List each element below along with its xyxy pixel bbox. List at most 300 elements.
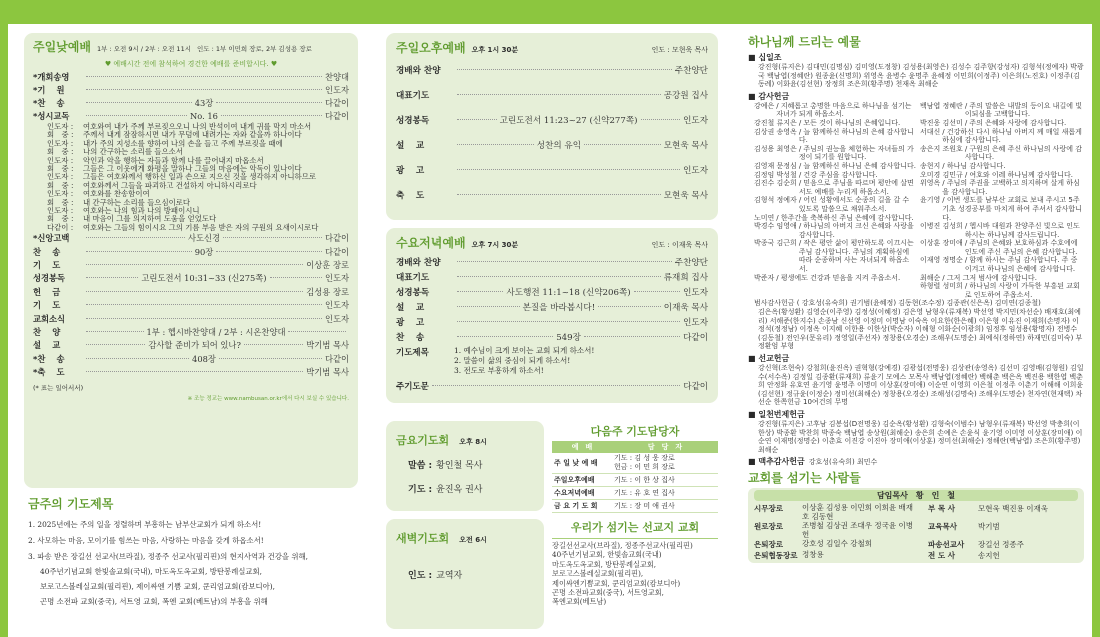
thousand-offering-heading: ■ 일천번제헌금 <box>748 409 805 419</box>
order-item-row <box>33 366 349 378</box>
afternoon-time: 오후 1시 30분 <box>471 46 519 54</box>
thanks-name: 백남엽 정혜란 <box>920 101 963 110</box>
order-item-leader: 다같이 <box>324 98 349 108</box>
friday-prayer-box <box>386 421 544 511</box>
sunday-footer <box>33 383 349 392</box>
next-week-service: 주 일 낮 예 배 <box>554 459 598 467</box>
afternoon-item-label: 경배와 찬양 <box>396 66 441 76</box>
staff-names: 정창용 <box>802 550 824 560</box>
order-item-leader: 다같이 <box>324 111 349 121</box>
left-column <box>24 33 358 609</box>
dawn-value: 교역자 <box>436 571 463 581</box>
thanks-name: 이상훈 장미애 <box>920 239 963 248</box>
website-notice: ※ 조능 정교는 www.nambusan.or.kr에서 다시 보실 수 있습니다. <box>187 396 349 403</box>
left-band <box>0 24 8 637</box>
thanks-name: 서대신 <box>920 127 941 136</box>
next-week-person-line: 기도 : 장 미 애 권사 <box>614 501 675 510</box>
friday-title: 금요기도회 <box>396 434 450 447</box>
order-item-leader: 찬양대 <box>324 72 349 82</box>
thanks-entry <box>754 119 916 128</box>
wednesday-item-leader: 인도자 <box>683 288 708 298</box>
leader-dots <box>86 115 187 116</box>
thanks-name: 윤기영 <box>920 196 941 205</box>
weekly-prayer-title: 금주의 기도제목 <box>28 497 114 511</box>
order-item-label: *축 도 <box>33 367 65 378</box>
leader-dots <box>86 358 189 359</box>
friday-key: 기도 : <box>408 485 433 495</box>
thanks-name: 김형석 정예자 <box>754 196 797 205</box>
order-items-bottom <box>33 232 349 378</box>
staff-role: 시무장로 <box>754 504 783 514</box>
leader-dots <box>86 318 322 319</box>
litany-speaker: 회 중 : <box>47 180 74 190</box>
thanks-entry <box>920 102 1082 119</box>
litany-text: 내가 주의 지성소를 향하여 나의 손을 들고 주께 부르짖을 때에 <box>83 138 283 148</box>
order-item-row <box>33 299 349 311</box>
order-item-row <box>33 259 349 271</box>
staff-names: 모현욱 백진용 이재욱 <box>978 504 1048 514</box>
leader-dots <box>457 194 661 195</box>
staff-row <box>754 521 1078 539</box>
leader-dots <box>457 321 680 322</box>
thanks-text: / 평생에도 건강과 믿음을 지켜 주옵소서. <box>776 273 901 282</box>
thanks-text: / 헵시바 대원과 찬양주신 빛으로 인도하시는 하나님께 감사드립니다. <box>964 222 1080 239</box>
litany-speaker: 인도자 : <box>47 189 74 199</box>
harvest-offering-heading: ■ 맥추감사헌금 <box>748 457 805 467</box>
staff-role: 원로장로 <box>754 522 783 532</box>
prayer-item: 1. 2025년에는 주의 일을 정렬하며 부흥하는 남부산교회가 되게 하소서! <box>28 520 262 529</box>
afternoon-item-label: 설 교 <box>396 141 425 151</box>
leader-dots <box>86 89 322 90</box>
thanks-entry <box>920 256 1082 273</box>
thanks-heading: ■ 감사헌금 <box>748 91 790 101</box>
thanks-text: / 작은 평안 삶이 평안하도록 이끄시는 주님 감사합니다. 주님의 계획하심에 따라 순종하며 사는 자녀되게 하옵소서. <box>798 239 914 274</box>
order-item-row <box>33 97 349 109</box>
friday-rows <box>396 458 534 495</box>
wednesday-item-label: 성경봉독 <box>396 288 430 298</box>
harvest-offering-list: 강호성(유숙희) 최민수 <box>808 458 878 467</box>
thanks-text: / 어린 성황에서도 순종의 길을 갈 수 있도록 말씀으로 채워주소서. <box>798 196 910 213</box>
leader-dots <box>288 331 346 332</box>
thanks-column-left <box>754 102 916 300</box>
next-week-person-line: 기도 : 유 호 연 집사 <box>614 488 675 497</box>
friday-row <box>408 482 534 495</box>
thanks-entry <box>754 171 916 180</box>
mission-line: 장길선선교사(브라질), 정종주선교사(필리핀) <box>552 541 693 550</box>
order-item-row <box>33 326 349 338</box>
afternoon-item-row <box>396 114 708 126</box>
thanks-name: 박진웅 김선미 <box>920 118 963 127</box>
staff-names: 강호성 김일수 강철희 <box>802 539 872 549</box>
dawn-rows <box>396 568 534 581</box>
leader-dots <box>86 344 145 345</box>
sunday-service-leaders: 인도 : 1부 이민희 장로, 2부 김성용 장로 <box>196 45 312 53</box>
next-week-service: 금 요 기 도 회 <box>554 502 598 510</box>
leader-dots <box>216 251 322 252</box>
next-week-row <box>552 500 718 513</box>
wednesday-prayer <box>396 346 708 376</box>
leader-dots <box>457 261 672 262</box>
litany-block <box>47 123 349 232</box>
prayer-item: 곤명 소전파 교회(중국), 서트영 교회, 폭엔 교회(베트남)의 부흥을 위해 <box>40 597 268 606</box>
sunday-service-header <box>33 38 349 55</box>
order-item-row <box>33 286 349 298</box>
order-item-leader: 다같이 <box>324 233 350 244</box>
weekly-prayer-list <box>28 517 358 609</box>
litany-text: 악인과 악을 행하는 자들과 함께 나를 끌어내지 마옵소서 <box>83 155 264 165</box>
leader-dots <box>86 371 303 372</box>
order-item-leader: 인도자 <box>324 300 349 311</box>
mission-line: 곤명 소전파교회(중국), 서트영교회, <box>552 588 664 598</box>
order-item-label: 기 도 <box>33 260 61 271</box>
order-item-row <box>33 232 349 244</box>
thanks-text: / 하나님의 아버지 크신 은혜와 사랑을 감사합니다. <box>798 222 914 239</box>
thanks-entry <box>754 179 916 196</box>
order-item-row <box>33 84 349 96</box>
leader-dots <box>457 291 503 292</box>
mission-offering-list: 강신혁(조현숙) 강철희(윤진옥) 권혁형(강예경) 김광섭(전명웅) 김상관(송영옥) 김선미 김영배(김형원) 김일수(서수옥) 김정일 김종환(류재희) 류윤기 모예스 모목사 백남엽(정혜란) 백해춘 백은옥 백진용 백한엽 백춘희 안정화 유호연 윤기영 윤명주 이명미 이상훈(장미애) 이순연 이영희 이은철 이정주 이춘기 이해해 이희윤(김선현) 정규윤(이정순) 정미선(최해순) 정창용(오경순) 조해성(김명숙) 조해우(도명순) 천자연(현재택) 차선순 한쪽헌금 10여건의 무명 <box>758 364 1084 407</box>
litany-text: 그들은 여호와께서 행하신 일과 손으로 지으신 것을 생각하지 아니하므로 <box>83 172 316 182</box>
next-week-person-line: 기도 : 이 한 상 집사 <box>614 475 675 484</box>
litany-speaker: 회 중 : <box>47 130 74 140</box>
prayer-item: 40주년기념교회 한빛솔교회(국내), 마도옥도옥교회, 방탄봉례실교회, <box>40 567 263 576</box>
wednesday-header <box>396 234 708 251</box>
staff-row <box>754 550 1078 561</box>
afternoon-item-row <box>396 189 708 201</box>
order-item-label: *개회송영 <box>33 72 70 82</box>
wednesday-item-label: 경배와 찬양 <box>396 258 441 268</box>
thanks-name: 박준자 <box>754 273 775 282</box>
next-week-row <box>552 487 718 500</box>
thanks-text: / 함께 하시는 주님 감사합니다. 주 중 이겨고 하나님의 은혜에 감사합니다. <box>964 256 1078 274</box>
offerings-title: 하나님께 드리는 예물 <box>748 35 861 49</box>
middle-column <box>386 33 718 607</box>
prep-notice: ♥ 예배시간 전에 참석하여 경건한 예배를 준비합시다. ♥ <box>104 60 278 68</box>
order-item-label: 헌 금 <box>33 286 61 297</box>
right-band <box>1092 24 1100 637</box>
thanks-entry <box>920 274 1082 283</box>
mission-offering-heading: ■ 선교헌금 <box>748 354 790 363</box>
right-column <box>748 33 1084 563</box>
leader-dots <box>584 336 680 337</box>
order-item-leader: 다같이 <box>324 246 349 257</box>
leader-dots <box>86 277 138 278</box>
thanks-entry <box>754 274 916 283</box>
thanks-text: / 건강 주심을 감사합니다. <box>798 170 878 179</box>
next-week-service: 수요저녁예배 <box>554 489 595 497</box>
wednesday-item-row <box>396 286 708 298</box>
order-item-label: 설 교 <box>33 340 61 351</box>
thanks-text: / 늘 함께하신 하나님의 은혜 감사합니다. <box>798 127 914 145</box>
thanks-entry <box>754 214 916 223</box>
staff-role: 은퇴협동장로 <box>754 551 798 561</box>
order-item-row <box>33 353 349 365</box>
litany-speaker: 회 중 : <box>47 197 74 207</box>
litany-speaker: 회 중 : <box>47 147 74 157</box>
afternoon-item-leader: 인도자 <box>683 116 709 126</box>
leader-dots <box>86 237 185 238</box>
thanks-entry <box>920 222 1082 239</box>
order-item-label: *성시교독 <box>33 111 70 121</box>
wednesday-item-row <box>396 331 708 343</box>
general-thanks-list: 김은옥(황성환) 김영순(이주영) 김정성(이혜정) 김은영 남형우(류재복) 박선영 박지민(차선순) 배재호(최예리) 서해준(한지수) 손종남 신선영 이정미 이명남 이숙옥 이요한(한은혜) 이은형 이유진 이재희(손명자) 이정석(정정남) 이정옥 이지혜 이한용 이한상(박순자) 이해형 이화순(이광희) 임정후 임성용(황명자) 전병수(김동철) 전인우(문유리) 정영일(주선자) 정창용(오경순) 조해우(도명순) 최예식(정하연) 하재민(김미숙) 부정환엄 부형 <box>758 308 1083 351</box>
thanks-name: 김진수 김순희 <box>754 179 797 188</box>
leader-dots <box>244 344 303 345</box>
wednesday-leader: 인도 : 이재욱 목사 <box>651 241 708 249</box>
leader-dots <box>86 264 303 265</box>
staff-box <box>748 488 1084 563</box>
order-item-content: No. 16 <box>190 111 218 121</box>
wednesday-item-leader: 류재희 집사 <box>663 273 708 283</box>
thanks-name: 박경수 임영애 <box>754 222 797 231</box>
litany-speaker: 인도자 : <box>47 155 74 165</box>
order-item-label: 성경봉독 <box>33 273 66 284</box>
order-item-leader: 인도자 <box>324 85 349 95</box>
leader-dots <box>86 291 303 292</box>
next-week-col-service: 예 배 <box>571 443 593 451</box>
wednesday-item-row <box>396 271 708 283</box>
order-item-label: 기 도 <box>33 300 61 311</box>
thanks-name: 김영재 문정심 <box>754 161 797 170</box>
thanks-text: / 한주간을 축복하신 주님 은혜에 감사합니다. <box>776 213 914 222</box>
mission-line: 보로고스볼레실교회(필리핀), <box>552 569 644 579</box>
next-week-person <box>612 487 718 500</box>
leader-dots <box>457 336 553 337</box>
staff-names: 조병철 김상권 조대우 정국윤 이병헌 <box>802 521 913 540</box>
afternoon-item-content: 고린도전서 11:23~27 (신약277쪽) <box>499 116 638 126</box>
afternoon-item-row <box>396 64 708 76</box>
prayer-item: 3. 파송 받은 장길선 선교사(브라질), 정종주 선교사(필리핀)의 현지사역과 건강을 위해, <box>28 552 309 561</box>
thanks-text: / 주님의 권능을 체험하는 자녀들의 가정이 되기를 원합니다. <box>798 144 914 162</box>
mission-title: 우리가 섬기는 선교지 교회 <box>570 521 700 534</box>
order-item-row <box>33 110 349 122</box>
order-item-row <box>33 71 349 83</box>
wednesday-service-box <box>386 228 718 403</box>
sunday-service-title: 주일낮예배 <box>33 40 91 54</box>
order-item-label: *찬 송 <box>33 353 65 364</box>
afternoon-service-box <box>386 33 718 220</box>
afternoon-order <box>396 64 708 201</box>
thanks-name: 강예은 <box>754 101 775 110</box>
mission-line: 40주년기념교회, 한빛솔교회(국내) <box>552 550 662 560</box>
thanks-entry <box>754 162 916 171</box>
thanks-grid <box>748 102 1084 300</box>
leader-dots <box>86 331 144 332</box>
staff-role: 교육목사 <box>928 522 957 532</box>
thanks-entry <box>920 196 1082 222</box>
thanks-entry <box>920 239 1082 256</box>
order-item-row <box>33 313 349 325</box>
thanks-text: / 주님의 주권을 고백하고 의지하며 살게 하심을 감사합니다. <box>942 179 1080 196</box>
order-item-content: 사도신경 <box>187 233 221 244</box>
sunday-service-box <box>24 33 358 488</box>
afternoon-item-row <box>396 164 708 176</box>
leader-dots <box>457 276 661 277</box>
order-item-content: 90장 <box>194 246 214 257</box>
thanks-name: 최해순 <box>920 273 941 282</box>
afternoon-item-leader: 주찬양단 <box>674 66 708 76</box>
leader-dots <box>219 358 322 359</box>
next-week-row <box>552 474 718 487</box>
leader-dots <box>86 76 322 77</box>
thanks-text: / 믿음으로 주님을 따르며 평안에 살면서도 예배를 누리게 하옵소서. <box>798 179 914 196</box>
staff-names: 박기범 <box>978 522 1000 532</box>
afternoon-title: 주일오후예배 <box>396 41 466 55</box>
thanks-name: 하형렬 성미희 <box>920 282 963 291</box>
litany-text: 여호와는 나의 힘과 나의 방패이시니 <box>83 206 200 216</box>
order-item-content: 43장 <box>194 98 214 108</box>
thanks-text: / 주의 은혜와 사랑에 감사합니다. <box>964 118 1067 127</box>
order-item-label: *신앙고백 <box>33 233 70 244</box>
order-item-label: *기 원 <box>33 85 65 95</box>
leader-dots <box>86 102 192 103</box>
thanks-name: 노미연 <box>754 213 775 222</box>
wednesday-item-leader: 주찬양단 <box>674 258 708 268</box>
thanks-entry <box>754 128 916 145</box>
staff-role: 은퇴장로 <box>754 540 783 550</box>
litany-speaker: 다같이 : <box>47 222 74 232</box>
thanks-text: / 구원의 은혜 주신 하나님의 사랑에 감사합니다. <box>964 144 1082 162</box>
leader-dots <box>457 94 661 95</box>
thanks-text: / 하나님의 사랑이 가득한 부흥된 교회로 인도하여 주옵소서. <box>964 282 1080 299</box>
thanks-entry <box>754 196 916 213</box>
next-week-service: 주일오후예배 <box>554 476 595 484</box>
friday-header <box>396 429 534 448</box>
friday-row <box>408 458 534 471</box>
order-item-leader: 이상훈 장로 <box>306 260 349 271</box>
order-item-label: 찬 양 <box>33 327 61 338</box>
wednesday-item-label: 설 교 <box>396 303 425 313</box>
litany-speaker: 인도자 : <box>47 206 74 216</box>
leader-dots <box>457 169 680 170</box>
tithe-heading: ■ 십일조 <box>748 53 782 62</box>
thanks-text: / 하나님 감사합니다. <box>942 161 1006 170</box>
leader-dots <box>223 237 322 238</box>
thanks-entry <box>920 145 1082 162</box>
prayer-item: 2. 사모하는 마음, 모이기를 힘쓰는 마음, 사랑하는 마음을 갖게 하옵소서! <box>28 536 264 545</box>
thanks-entry <box>920 119 1082 128</box>
litany-text: 여호와여 내가 주께 부르짖으오니 나의 반석이여 내게 귀를 막지 마소서 <box>83 122 312 131</box>
order-item-leader: 박기범 목사 <box>306 340 350 351</box>
mission-line: 제이싸엔기쁨교회, 쿤리엄교회(캄보디아) <box>552 578 681 588</box>
order-item-label: 찬 송 <box>33 246 61 257</box>
thanks-text: / 주의 말씀은 내발의 등이요 내길에 빛이되심을 고백합니다. <box>964 101 1082 119</box>
thanks-text: / 그저 그저 범사에 감사합니다. <box>942 273 1037 282</box>
friday-value: 황인철 목사 <box>436 461 483 471</box>
order-item-content: 고린도전서 10:31~33 (신275쪽) <box>141 273 267 284</box>
wednesday-item-row <box>396 256 708 268</box>
thanks-name: 송현지 <box>920 161 941 170</box>
order-item-label: 교회소식 <box>33 313 66 324</box>
friday-time: 오후 8시 <box>459 438 487 446</box>
thanks-name: 이재영 정명순 <box>920 256 963 265</box>
wednesday-prayer-item: 2. 말씀이 삶의 중심이 되게 하소서! <box>454 356 571 365</box>
thanks-text: / 모든 것이 하나님의 은혜입니다. <box>798 118 901 127</box>
staff-names: 송지헌 <box>978 551 1000 561</box>
litany-text: 내 마음이 그를 의지하여 도움을 얻었도다 <box>83 214 217 224</box>
dawn-title: 새벽기도회 <box>396 532 450 545</box>
staff-row <box>754 503 1078 521</box>
afternoon-item-label: 광 고 <box>396 166 425 176</box>
leader-dots <box>216 102 322 103</box>
litany-speaker: 인도자 : <box>47 172 74 182</box>
litany-text: 그들은 그 이웃에게 화평을 말하나 그들의 마음에는 악독이 있나이다 <box>83 164 302 174</box>
wednesday-item-content: 549장 <box>556 333 581 343</box>
next-week-person <box>612 500 718 513</box>
leader-dots <box>457 119 497 120</box>
weekly-prayer-section <box>24 495 358 609</box>
litany-text: 여호와를 찬송함이여 <box>83 189 150 199</box>
lords-prayer-row <box>396 380 708 392</box>
thanks-name: 이병진 김성희 <box>920 222 963 231</box>
leader-dots <box>641 119 681 120</box>
order-item-label: *찬 송 <box>33 98 65 108</box>
afternoon-item-label: 성경봉독 <box>396 116 430 126</box>
leader-dots <box>634 291 680 292</box>
thanks-name: 김상권 송영옥 <box>754 127 797 136</box>
thanks-entry <box>754 145 916 162</box>
litany-speaker: 회 중 : <box>47 214 74 224</box>
order-item-content: 감사할 준비가 되어 있나? <box>148 340 241 351</box>
next-week-person-line: 기도 : 김 성 웅 장로 <box>614 454 675 462</box>
wednesday-prayer-list <box>454 346 594 376</box>
thanks-name: 박종국 김근희 <box>754 239 797 248</box>
friday-value: 윤진옥 권사 <box>436 485 483 495</box>
wednesday-item-leader: 이재욱 목사 <box>663 303 709 313</box>
order-items-top <box>33 71 349 122</box>
thanks-name: 강진철 류지은 <box>754 118 797 127</box>
leader-dots <box>86 304 322 305</box>
next-week-title: 다음주 기도담당자 <box>590 425 680 438</box>
wednesday-item-leader: 다같이 <box>683 333 708 343</box>
order-item-row <box>33 246 349 258</box>
order-item-leader: 인도자 <box>324 273 349 284</box>
order-item-row <box>33 339 349 351</box>
next-week-prayers <box>552 423 718 513</box>
order-item-leader: 다같이 <box>324 353 349 364</box>
staff-names: 이상훈 김성용 이민희 이희윤 배재호 김동현 <box>802 503 913 522</box>
thanks-entry <box>754 239 916 273</box>
afternoon-item-row <box>396 139 708 151</box>
leader-dots <box>457 306 520 307</box>
afternoon-item-leader: 모현욱 목사 <box>663 191 708 201</box>
afternoon-item-row <box>396 89 708 101</box>
thanks-text: / 여호와 이레 하나님께 감사합니다. <box>964 170 1073 179</box>
thanks-entry <box>754 102 916 119</box>
staff-role: 파송선교사 <box>928 540 965 550</box>
afternoon-item-label: 축 도 <box>396 191 425 201</box>
thanks-entry <box>920 162 1082 171</box>
order-item-leader: 박기범 목사 <box>306 367 349 378</box>
leader-dots <box>221 115 322 116</box>
afternoon-item-leader: 모현욱 목사 <box>663 141 708 151</box>
dawn-header <box>396 527 534 546</box>
senior-pastor: 담임목사 황 인 철 <box>754 490 1078 501</box>
wednesday-item-label: 대표기도 <box>396 273 430 283</box>
wednesday-item-content: 사도행전 11:1~18 (신약206쪽) <box>506 288 631 298</box>
mission-line: 마도옥도옥교회, 방탄봉례실교회, <box>552 559 657 569</box>
staff-role: 부 목 사 <box>928 504 955 514</box>
afternoon-item-leader: 인도자 <box>683 166 708 176</box>
leader-dots <box>86 251 192 252</box>
wednesday-item-label: 광 고 <box>396 318 425 328</box>
wednesday-prayer-label: 기도제목 <box>396 348 429 358</box>
dawn-time: 오전 6시 <box>459 536 487 544</box>
staff-names: 장길선 정종주 <box>978 540 1024 550</box>
friday-key: 말씀 : <box>408 461 433 471</box>
litany-text: 내 간구하는 소리를 들으심이로다 <box>83 197 191 207</box>
wednesday-prayer-item: 1. 예수님이 크게 보이는 교회 되게 하소서! <box>454 346 595 355</box>
